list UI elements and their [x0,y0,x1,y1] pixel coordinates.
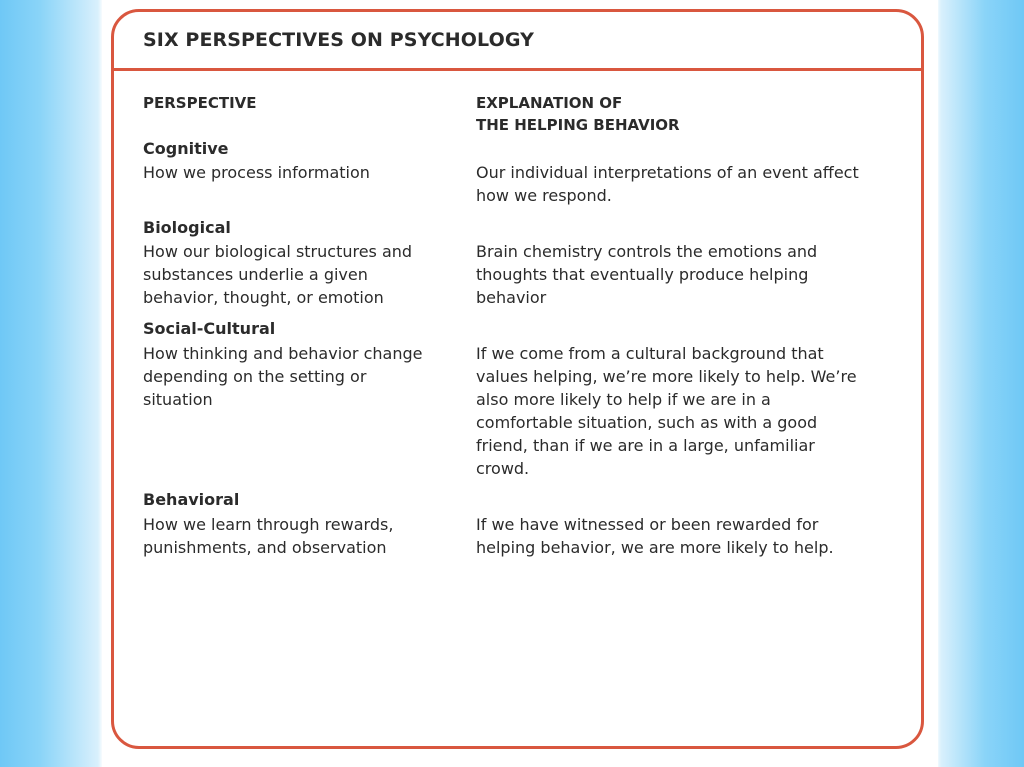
column-header-perspective: PERSPECTIVE [143,94,257,112]
row-explanation-social-cultural: If we come from a cultural background that values helping, we’re more likely to help. We’re also more likely to help if we are in a comfortable situation, such as with a good friend, than if we are in a large, unfamiliar crowd. [476,344,857,478]
row-name-behavioral: Behavioral [143,490,240,509]
row-description-cognitive: How we process information [143,163,370,182]
perspectives-table-card [111,9,924,749]
column-header-explanation: EXPLANATION OF THE HELPING BEHAVIOR [476,94,680,134]
row-explanation-behavioral: If we have witnessed or been rewarded for helping behavior, we are more likely to help. [476,515,834,557]
table-title: SIX PERSPECTIVES ON PSYCHOLOGY [143,29,534,51]
row-explanation-biological: Brain chemistry controls the emotions and thoughts that eventually produce helping behavior [476,242,818,307]
row-description-social-cultural: How thinking and behavior change depending on the setting or situation [143,344,423,409]
row-description-behavioral: How we learn through rewards, punishments, and observation [143,515,394,557]
title-divider [114,68,921,71]
row-name-biological: Biological [143,218,231,237]
row-description-biological: How our biological structures and substances underlie a given behavior, thought, or emotion [143,242,413,307]
row-explanation-cognitive: Our individual interpretations of an event affect how we respond. [476,163,859,205]
row-name-cognitive: Cognitive [143,139,229,158]
row-name-social-cultural: Social-Cultural [143,319,276,338]
